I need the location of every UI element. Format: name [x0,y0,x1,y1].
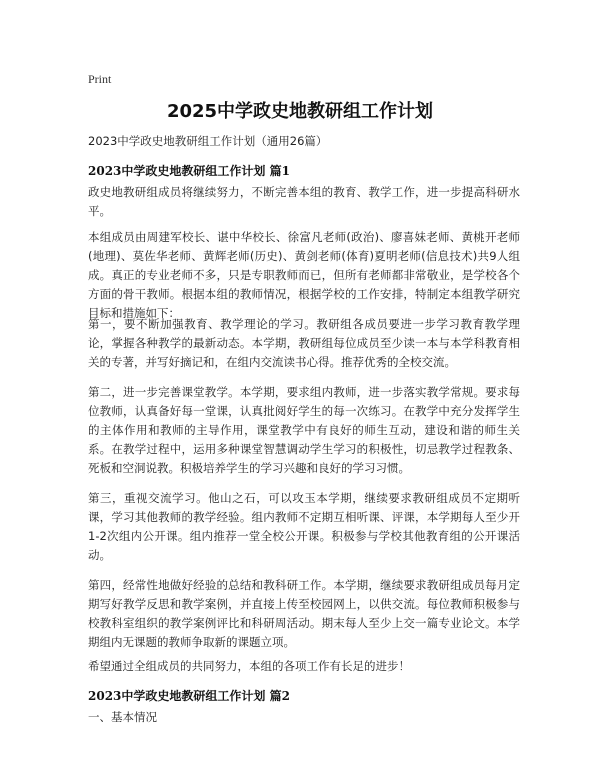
section-first-line: 一、基本情况 [88,710,157,724]
paragraph: 希望通过全组成员的共同努力，本组的各项工作有长足的进步！ [88,659,410,673]
document-subtitle: 2023中学政史地教研组工作计划（通用26篇） [88,134,328,148]
paragraph: 第一，要不断加强教育、教学理论的学习。教研组各成员要进一步学习教育教学理论，掌握各种教学的最新动态。本学期，教研组每位成员至少读一本与本学科教育相关的专著，并写好摘记和，在组内交流读书心得。推荐优秀的全校交流。 [88,317,520,369]
section-heading-1: 2023中学政史地教研组工作计划 篇1 [88,164,290,178]
paragraph: 政史地教研组成员将继续努力，不断完善本组的教育、教学工作，进一步提高科研水平。 [88,185,520,218]
section-heading-2: 2023中学政史地教研组工作计划 篇2 [88,689,290,703]
paragraph: 本组成员由周建军校长、谌中华校长、徐富凡老师(政治)、廖喜妹老师、黄桃开老师(地理)、莫佐华老师、黄辉老师(历史)、黄剑老师(体育)夏明老师(信息技术)共9人组成。真正的专业老师不多，只是专职教师而已，但所有老师都非常敬业，是学校各个方面的骨干教师。根据本组的教师情况，根据学校的工作安排，特制定本组教学研究目标和措施如下： [88,230,520,320]
paragraph: 第三，重视交流学习。他山之石，可以攻玉本学期，继续要求教研组成员不定期听课，学习其他教师的教学经验。组内教师不定期互相听课、评课，本学期每人至少开1-2次组内公开课。组内推荐一堂全校公开课。积极参与学校其他教育组的公开课活动。 [88,491,520,562]
paragraph: 第二，进一步完善课堂教学。本学期，要求组内教师，进一步落实教学常规。要求每位教师，认真备好每一堂课，认真批阅好学生的每一次练习。在教学中充分发挥学生的主体作用和教师的主导作用，课堂教学中有良好的师生互动，建设和谐的师生关系。在教学过程中，运用多种课堂智慧调动学生学习的积极性，切忌教学过程教条、死板和空洞说教。积极培养学生的学习兴趣和良好的学习习惯。 [88,385,520,475]
print-label[interactable]: Print [88,72,112,86]
page-title: 2025中学政史地教研组工作计划 [166,101,434,122]
paragraph: 第四，经常性地做好经验的总结和教科研工作。本学期，继续要求教研组成员每月定期写好教学反思和教学案例，并直接上传至校园网上，以供交流。每位教师积极参与校教科室组织的教学案例评比和科研周活动。期末每人至少上交一篇专业论文。本学期组内无课题的教师争取新的课题立项。 [88,578,520,649]
